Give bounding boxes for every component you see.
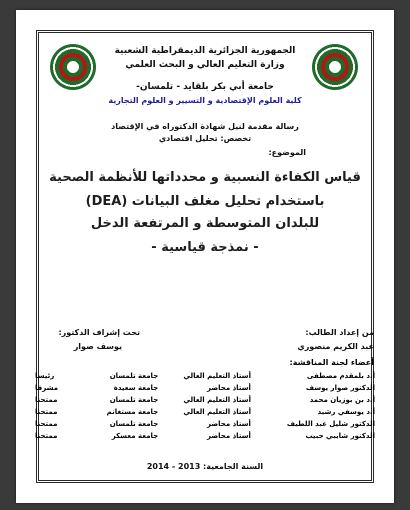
member-role: رئيسا: [35, 372, 55, 380]
faculty-name: كلية العلوم الإقتصادية و التسيير و العلوم التجارية: [108, 96, 302, 105]
title-line-4: - نمذجة قياسية -: [151, 240, 259, 255]
committee-heading: أعضاء لجنة المناقشة:: [289, 358, 374, 367]
member-name: الدكتور صوار يوسف: [305, 384, 375, 392]
member-institution: جامعة معسكر: [111, 432, 159, 440]
member-name: أ.د بن بوزيان محمد: [309, 396, 375, 404]
member-rank: أستاذ محاضر: [207, 384, 251, 392]
supervisor-label: تحت إشراف الدكتور:: [58, 328, 140, 337]
table-row: [32, 418, 378, 430]
member-name: الدكتور شايبي حبيب: [305, 432, 375, 440]
member-rank: أستاذ التعليم العالي: [183, 372, 251, 380]
title-line-2: باستخدام تحليل مغلف البيانات (DEA): [85, 194, 325, 209]
subject-label: الموضوع:: [268, 148, 306, 157]
table-row: [32, 370, 378, 382]
member-institution: جامعة سعيدة: [113, 384, 159, 392]
member-role: ممتحنا: [35, 420, 58, 428]
student-name: عبد الكريم منصوري: [297, 342, 374, 351]
member-role: ممتحنا: [35, 432, 58, 440]
member-role: ممتحنا: [35, 396, 58, 404]
committee-table: [32, 370, 378, 442]
table-row: [32, 382, 378, 394]
student-label: من إعداد الطالب:: [305, 328, 374, 337]
member-institution: جامعة مستغانم: [106, 408, 159, 416]
member-rank: أستاذ محاضر: [207, 420, 251, 428]
ministry-name: وزارة التعليم العالي و البحث العلمي: [125, 60, 285, 70]
member-rank: أستاذ محاضر: [207, 432, 251, 440]
supervisor-name: يوسف صوار: [73, 342, 122, 351]
member-rank: أستاذ التعليم العالي: [183, 396, 251, 404]
member-institution: جامعة تلمسان: [109, 396, 159, 404]
specialty-line: تخصص: تحليل اقتصادي: [158, 134, 252, 143]
member-role: ممتحنا: [35, 408, 58, 416]
member-role: مشرفا: [35, 384, 59, 392]
republic-name: الجمهورية الجزائرية الديمقراطية الشعبية: [114, 46, 296, 56]
member-rank: أستاذ التعليم العالي: [183, 408, 251, 416]
member-institution: جامعة تلمسان: [109, 420, 159, 428]
document-page: [16, 10, 394, 503]
member-institution: جامعة تلمسان: [109, 372, 159, 380]
academic-year: السنة الجامعية: 2013 - 2014: [146, 462, 264, 471]
degree-line: رسالة مقدمة لنيل شهادة الدكتوراه في الإقتصاد: [111, 122, 299, 131]
university-name: جامعة أبي بكر بلقايد - تلمسان-: [136, 82, 274, 92]
member-name: أ.د بلمقدم مصطفى: [306, 372, 375, 380]
table-row: [32, 430, 378, 442]
table-row: [32, 406, 378, 418]
table-row: [32, 394, 378, 406]
title-line-3: للبلدان المتوسطة و المرتفعة الدخل: [90, 216, 320, 231]
title-line-1: قياس الكفاءة النسبية و محدداتها للأنظمة الصحية: [49, 170, 361, 185]
member-name: أ.د يوسفي رشيد: [317, 408, 375, 416]
member-name: الدكتور شليل عبد اللطيف: [286, 420, 375, 428]
